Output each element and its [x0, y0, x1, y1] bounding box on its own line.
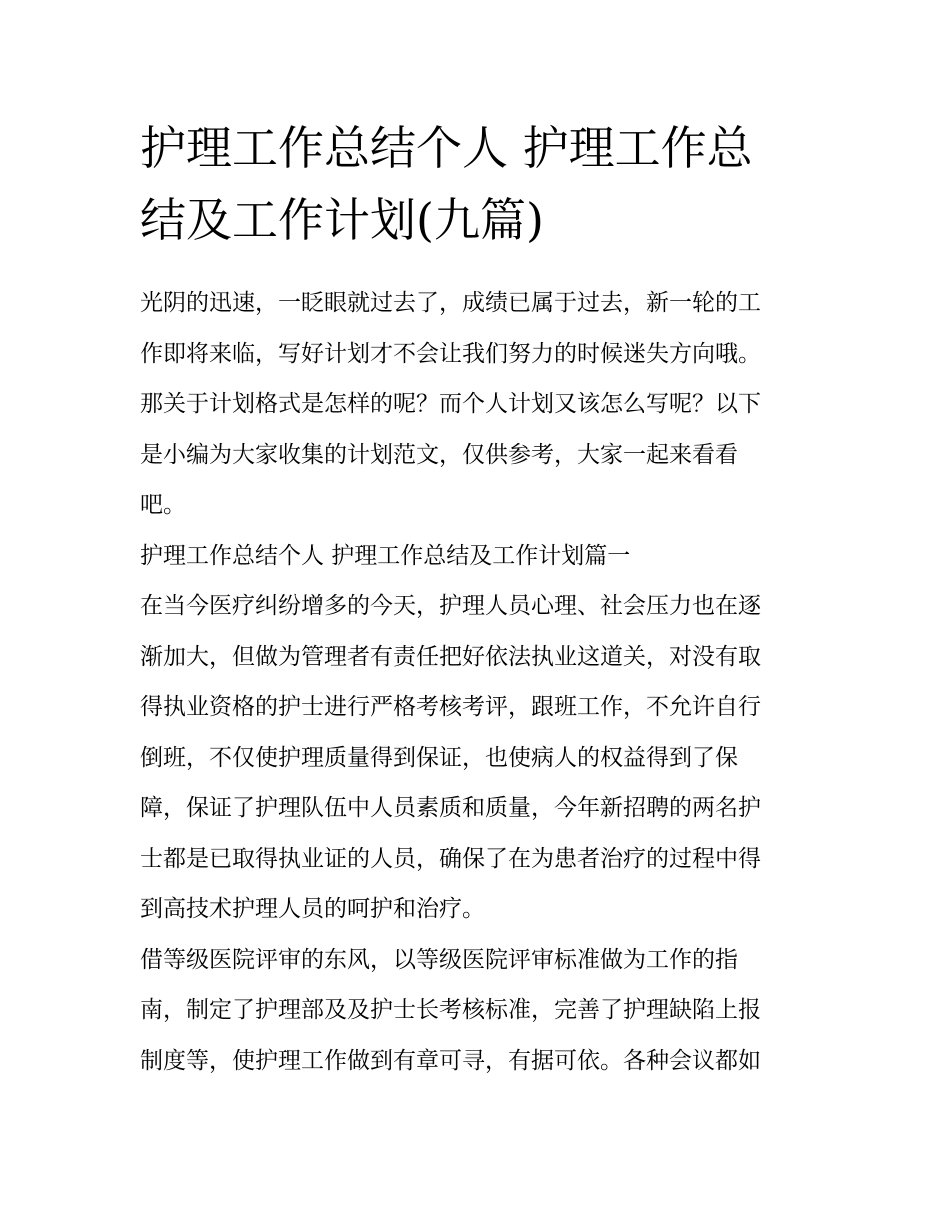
body-line: 士都是已取得执业证的人员，确保了在为患者治疗的过程中得	[140, 845, 761, 872]
title-line: 护理工作总结个人 护理工作总	[140, 121, 753, 175]
body-line: 在当今医疗纠纷增多的今天，护理人员心理、社会压力也在逐	[140, 593, 761, 619]
section-heading: 护理工作总结个人 护理工作总结及工作计划篇一	[140, 542, 631, 569]
body-line: 那关于计划格式是怎样的呢？而个人计划又该怎么写呢？以下	[140, 391, 761, 417]
body-line: 得执业资格的护士进行严格考核考评，跟班工作，不允许自行	[140, 694, 761, 720]
body-line: 作即将来临，写好计划才不会让我们努力的时候迷失方向哦。	[140, 340, 761, 367]
title-line: 结及工作计划(九篇)	[140, 193, 544, 247]
body-line: 借等级医院评审的东风，以等级医院评审标准做为工作的指	[140, 946, 738, 973]
body-line: 倒班，不仅使护理质量得到保证，也使病人的权益得到了保	[140, 744, 738, 771]
body-line: 渐加大，但做为管理者有责任把好依法执业这道关，对没有取	[140, 643, 761, 670]
body-line: 南，制定了护理部及及护士长考核标准，完善了护理缺陷上报	[140, 997, 761, 1023]
body-line: 光阴的迅速，一眨眼就过去了，成绩已属于过去，新一轮的工	[140, 290, 761, 316]
document-body	[140, 278, 820, 1086]
body-line: 障，保证了护理队伍中人员素质和质量，今年新招聘的两名护	[140, 795, 761, 821]
body-line: 到高技术护理人员的呵护和治疗。	[140, 896, 485, 922]
body-line: 吧。	[140, 492, 186, 518]
document-title	[140, 112, 820, 256]
body-line: 是小编为大家收集的计划范文，仅供参考，大家一起来看看	[140, 441, 738, 468]
body-line: 制度等，使护理工作做到有章可寻，有据可依。各种会议都如	[140, 1047, 761, 1074]
